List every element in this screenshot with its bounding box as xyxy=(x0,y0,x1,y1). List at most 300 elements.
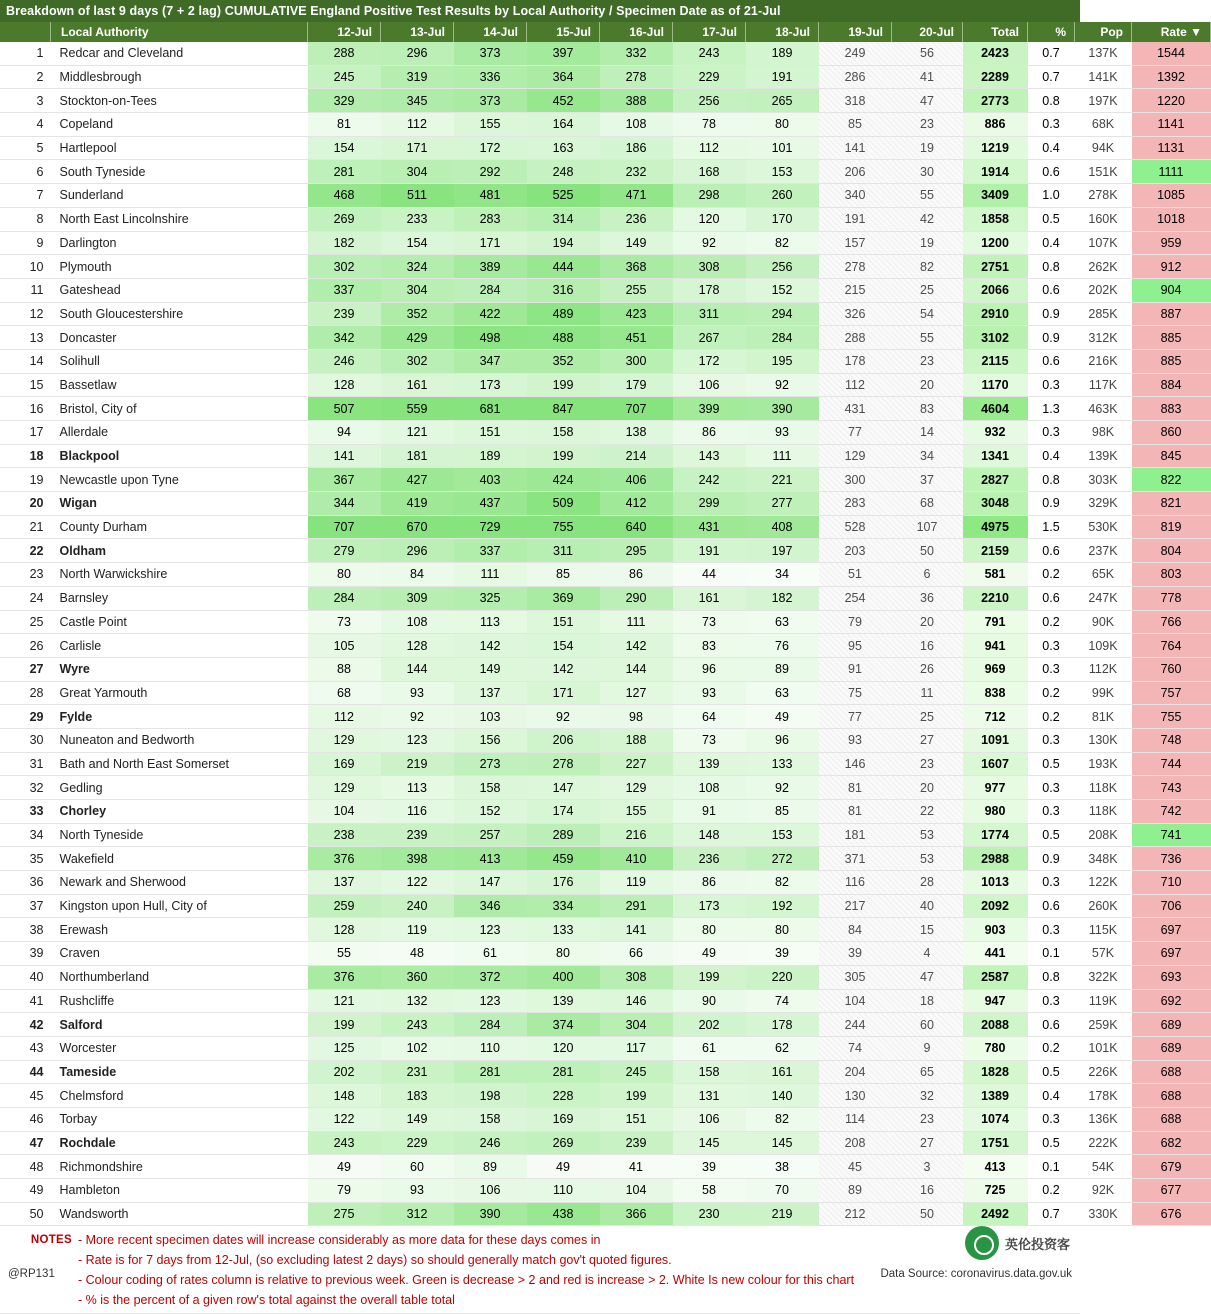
row-day-8: 22 xyxy=(892,800,963,824)
table-row[interactable] xyxy=(0,894,1211,918)
table-row[interactable] xyxy=(0,1131,1211,1155)
row-day-8: 23 xyxy=(892,349,963,373)
row-local-authority[interactable]: Wigan xyxy=(51,492,308,516)
col-day-3[interactable]: 15-Jul xyxy=(527,22,600,42)
row-day-0: 125 xyxy=(308,1036,381,1060)
row-rate: 679 xyxy=(1132,1155,1211,1179)
row-pop: 260K xyxy=(1075,894,1132,918)
row-local-authority[interactable]: South Tyneside xyxy=(51,160,308,184)
row-day-2: 257 xyxy=(454,823,527,847)
row-day-0: 79 xyxy=(308,1179,381,1203)
row-rank: 36 xyxy=(0,871,51,895)
col-pct[interactable]: % xyxy=(1028,22,1075,42)
table-row[interactable] xyxy=(0,563,1211,587)
row-local-authority[interactable]: Tameside xyxy=(51,1060,308,1084)
row-day-3: 459 xyxy=(527,847,600,871)
row-pop: 151K xyxy=(1075,160,1132,184)
row-rate: 710 xyxy=(1132,871,1211,895)
row-pct: 0.3 xyxy=(1028,421,1075,445)
table-row[interactable] xyxy=(0,255,1211,279)
row-day-3: 147 xyxy=(527,776,600,800)
row-day-7: 79 xyxy=(819,610,892,634)
row-day-2: 372 xyxy=(454,965,527,989)
row-day-4: 108 xyxy=(600,113,673,137)
table-row[interactable] xyxy=(0,847,1211,871)
row-local-authority[interactable]: Allerdale xyxy=(51,421,308,445)
row-local-authority[interactable]: Salford xyxy=(51,1013,308,1037)
row-rate: 688 xyxy=(1132,1060,1211,1084)
row-day-2: 403 xyxy=(454,468,527,492)
col-day-7[interactable]: 19-Jul xyxy=(819,22,892,42)
row-day-2: 325 xyxy=(454,586,527,610)
row-local-authority[interactable]: Gedling xyxy=(51,776,308,800)
row-day-7: 77 xyxy=(819,705,892,729)
row-local-authority[interactable]: Carlisle xyxy=(51,634,308,658)
row-total: 932 xyxy=(963,421,1028,445)
row-pop: 92K xyxy=(1075,1179,1132,1203)
row-local-authority[interactable]: Northumberland xyxy=(51,965,308,989)
row-local-authority[interactable]: County Durham xyxy=(51,515,308,539)
row-day-6: 265 xyxy=(746,89,819,113)
table-row[interactable] xyxy=(0,1060,1211,1084)
table-row[interactable] xyxy=(0,776,1211,800)
row-local-authority[interactable]: Bristol, City of xyxy=(51,397,308,421)
row-day-0: 129 xyxy=(308,776,381,800)
row-local-authority[interactable]: Richmondshire xyxy=(51,1155,308,1179)
row-rate: 1220 xyxy=(1132,89,1211,113)
watermark-logo-icon xyxy=(965,1226,999,1260)
row-day-5: 168 xyxy=(673,160,746,184)
row-local-authority[interactable]: Wyre xyxy=(51,657,308,681)
row-day-2: 198 xyxy=(454,1084,527,1108)
row-rate: 883 xyxy=(1132,397,1211,421)
row-rate: 689 xyxy=(1132,1036,1211,1060)
row-day-8: 107 xyxy=(892,515,963,539)
row-day-1: 312 xyxy=(381,1202,454,1226)
row-rate: 706 xyxy=(1132,894,1211,918)
row-rate: 742 xyxy=(1132,800,1211,824)
row-day-3: 164 xyxy=(527,113,600,137)
row-day-6: 161 xyxy=(746,1060,819,1084)
row-day-6: 220 xyxy=(746,965,819,989)
row-day-4: 227 xyxy=(600,752,673,776)
row-pct: 0.8 xyxy=(1028,89,1075,113)
row-total: 1170 xyxy=(963,373,1028,397)
row-day-3: 248 xyxy=(527,160,600,184)
row-day-1: 122 xyxy=(381,871,454,895)
row-day-5: 311 xyxy=(673,302,746,326)
row-local-authority[interactable]: Chelmsford xyxy=(51,1084,308,1108)
row-day-1: 296 xyxy=(381,42,454,65)
row-day-2: 413 xyxy=(454,847,527,871)
col-day-5[interactable]: 17-Jul xyxy=(673,22,746,42)
row-day-8: 55 xyxy=(892,184,963,208)
row-day-5: 90 xyxy=(673,989,746,1013)
row-rate: 904 xyxy=(1132,278,1211,302)
row-day-3: 151 xyxy=(527,610,600,634)
col-day-2[interactable]: 14-Jul xyxy=(454,22,527,42)
row-day-0: 329 xyxy=(308,89,381,113)
table-row[interactable] xyxy=(0,1084,1211,1108)
row-rate: 885 xyxy=(1132,349,1211,373)
row-local-authority[interactable]: Newcastle upon Tyne xyxy=(51,468,308,492)
row-total: 1828 xyxy=(963,1060,1028,1084)
row-day-4: 142 xyxy=(600,634,673,658)
row-day-1: 398 xyxy=(381,847,454,871)
row-day-2: 137 xyxy=(454,681,527,705)
row-local-authority[interactable]: Kingston upon Hull, City of xyxy=(51,894,308,918)
table-row[interactable] xyxy=(0,657,1211,681)
table-row[interactable] xyxy=(0,160,1211,184)
row-pop: 107K xyxy=(1075,231,1132,255)
row-rank: 4 xyxy=(0,113,51,137)
row-day-5: 49 xyxy=(673,942,746,966)
row-pop: 208K xyxy=(1075,823,1132,847)
table-row[interactable] xyxy=(0,207,1211,231)
row-day-8: 42 xyxy=(892,207,963,231)
row-pct: 0.2 xyxy=(1028,610,1075,634)
row-day-2: 373 xyxy=(454,42,527,65)
header-row xyxy=(0,22,1211,42)
table-row[interactable] xyxy=(0,42,1211,65)
row-pct: 0.5 xyxy=(1028,207,1075,231)
row-day-5: 106 xyxy=(673,373,746,397)
table-row[interactable] xyxy=(0,492,1211,516)
table-row[interactable] xyxy=(0,610,1211,634)
row-rank: 29 xyxy=(0,705,51,729)
row-pop: 68K xyxy=(1075,113,1132,137)
row-local-authority[interactable]: Sunderland xyxy=(51,184,308,208)
row-pop: 285K xyxy=(1075,302,1132,326)
row-day-5: 145 xyxy=(673,1131,746,1155)
table-row[interactable] xyxy=(0,278,1211,302)
row-pct: 0.2 xyxy=(1028,563,1075,587)
note-line-1: - More recent specimen dates will increase considerably as more data for these days comes in xyxy=(78,1233,601,1248)
row-day-8: 41 xyxy=(892,65,963,89)
row-rate: 887 xyxy=(1132,302,1211,326)
row-day-8: 47 xyxy=(892,965,963,989)
row-day-5: 78 xyxy=(673,113,746,137)
table-row[interactable] xyxy=(0,586,1211,610)
row-day-8: 19 xyxy=(892,136,963,160)
table-row[interactable] xyxy=(0,942,1211,966)
row-local-authority[interactable]: Blackpool xyxy=(51,444,308,468)
row-day-5: 112 xyxy=(673,136,746,160)
row-day-0: 202 xyxy=(308,1060,381,1084)
row-day-0: 137 xyxy=(308,871,381,895)
row-pop: 136K xyxy=(1075,1107,1132,1131)
row-day-1: 93 xyxy=(381,681,454,705)
row-rank: 30 xyxy=(0,728,51,752)
row-day-0: 73 xyxy=(308,610,381,634)
row-pct: 1.0 xyxy=(1028,184,1075,208)
table-row[interactable] xyxy=(0,539,1211,563)
row-rank: 39 xyxy=(0,942,51,966)
table-row[interactable] xyxy=(0,1036,1211,1060)
table-row[interactable] xyxy=(0,89,1211,113)
col-pop[interactable]: Pop xyxy=(1075,22,1132,42)
row-day-0: 281 xyxy=(308,160,381,184)
row-local-authority[interactable]: Plymouth xyxy=(51,255,308,279)
row-local-authority[interactable]: Craven xyxy=(51,942,308,966)
table-row[interactable] xyxy=(0,184,1211,208)
table-row[interactable] xyxy=(0,800,1211,824)
row-local-authority[interactable]: Stockton-on-Tees xyxy=(51,89,308,113)
row-day-8: 20 xyxy=(892,610,963,634)
table-row[interactable] xyxy=(0,65,1211,89)
row-day-7: 93 xyxy=(819,728,892,752)
row-pop: 160K xyxy=(1075,207,1132,231)
row-day-5: 44 xyxy=(673,563,746,587)
row-local-authority[interactable]: Newark and Sherwood xyxy=(51,871,308,895)
row-day-4: 155 xyxy=(600,800,673,824)
row-day-3: 424 xyxy=(527,468,600,492)
row-rate: 757 xyxy=(1132,681,1211,705)
table-row[interactable] xyxy=(0,397,1211,421)
table-row[interactable] xyxy=(0,349,1211,373)
table-row[interactable] xyxy=(0,1202,1211,1226)
row-pop: 463K xyxy=(1075,397,1132,421)
row-day-0: 376 xyxy=(308,847,381,871)
row-local-authority[interactable]: Rochdale xyxy=(51,1131,308,1155)
row-pct: 0.9 xyxy=(1028,326,1075,350)
row-day-5: 80 xyxy=(673,918,746,942)
row-day-1: 304 xyxy=(381,160,454,184)
row-day-4: 451 xyxy=(600,326,673,350)
row-day-6: 82 xyxy=(746,871,819,895)
row-pct: 0.2 xyxy=(1028,1179,1075,1203)
row-local-authority[interactable]: Castle Point xyxy=(51,610,308,634)
row-pop: 81K xyxy=(1075,705,1132,729)
row-rank: 45 xyxy=(0,1084,51,1108)
row-day-5: 73 xyxy=(673,610,746,634)
row-rate: 819 xyxy=(1132,515,1211,539)
row-rate: 804 xyxy=(1132,539,1211,563)
row-rate: 1018 xyxy=(1132,207,1211,231)
row-day-4: 119 xyxy=(600,871,673,895)
table-row[interactable] xyxy=(0,1155,1211,1179)
table-row[interactable] xyxy=(0,823,1211,847)
row-local-authority[interactable]: Great Yarmouth xyxy=(51,681,308,705)
row-day-0: 122 xyxy=(308,1107,381,1131)
watermark-text: 英伦投资客 xyxy=(1004,1236,1070,1252)
col-day-1[interactable]: 13-Jul xyxy=(381,22,454,42)
row-day-8: 23 xyxy=(892,752,963,776)
row-day-1: 219 xyxy=(381,752,454,776)
row-total: 1858 xyxy=(963,207,1028,231)
row-local-authority[interactable]: Nuneaton and Bedworth xyxy=(51,728,308,752)
table-row[interactable] xyxy=(0,1179,1211,1203)
table-row[interactable] xyxy=(0,728,1211,752)
row-rank: 20 xyxy=(0,492,51,516)
row-day-8: 16 xyxy=(892,1179,963,1203)
row-pop: 141K xyxy=(1075,65,1132,89)
col-day-8[interactable]: 20-Jul xyxy=(892,22,963,42)
row-day-5: 108 xyxy=(673,776,746,800)
row-day-3: 334 xyxy=(527,894,600,918)
col-local-authority[interactable]: Local Authority xyxy=(51,22,308,42)
row-local-authority[interactable]: Wandsworth xyxy=(51,1202,308,1226)
row-local-authority[interactable]: Redcar and Cleveland xyxy=(51,42,308,65)
row-day-1: 427 xyxy=(381,468,454,492)
row-rank: 18 xyxy=(0,444,51,468)
row-day-2: 151 xyxy=(454,421,527,445)
row-local-authority[interactable]: Darlington xyxy=(51,231,308,255)
row-day-0: 148 xyxy=(308,1084,381,1108)
table-row[interactable] xyxy=(0,468,1211,492)
row-day-3: 281 xyxy=(527,1060,600,1084)
row-pop: 118K xyxy=(1075,776,1132,800)
row-local-authority[interactable]: Doncaster xyxy=(51,326,308,350)
row-total: 413 xyxy=(963,1155,1028,1179)
row-rank: 23 xyxy=(0,563,51,587)
row-day-6: 195 xyxy=(746,349,819,373)
row-day-8: 68 xyxy=(892,492,963,516)
table-row[interactable] xyxy=(0,705,1211,729)
table-row[interactable] xyxy=(0,326,1211,350)
row-local-authority[interactable]: Barnsley xyxy=(51,586,308,610)
row-day-2: 336 xyxy=(454,65,527,89)
row-local-authority[interactable]: Gateshead xyxy=(51,278,308,302)
row-local-authority[interactable]: Hambleton xyxy=(51,1179,308,1203)
row-day-5: 161 xyxy=(673,586,746,610)
row-local-authority[interactable]: North Warwickshire xyxy=(51,563,308,587)
row-rate: 697 xyxy=(1132,942,1211,966)
row-local-authority[interactable]: Torbay xyxy=(51,1107,308,1131)
table-row[interactable] xyxy=(0,634,1211,658)
table-row[interactable] xyxy=(0,302,1211,326)
table-row[interactable] xyxy=(0,444,1211,468)
table-row[interactable] xyxy=(0,1013,1211,1037)
row-total: 1751 xyxy=(963,1131,1028,1155)
table-row[interactable] xyxy=(0,421,1211,445)
row-total: 1219 xyxy=(963,136,1028,160)
row-local-authority[interactable]: Bassetlaw xyxy=(51,373,308,397)
row-day-1: 240 xyxy=(381,894,454,918)
table-row[interactable] xyxy=(0,113,1211,137)
row-local-authority[interactable]: Erewash xyxy=(51,918,308,942)
row-day-7: 141 xyxy=(819,136,892,160)
row-day-2: 171 xyxy=(454,231,527,255)
row-day-8: 53 xyxy=(892,823,963,847)
row-day-1: 360 xyxy=(381,965,454,989)
row-total: 2492 xyxy=(963,1202,1028,1226)
col-rank[interactable] xyxy=(0,22,51,42)
row-local-authority[interactable]: Hartlepool xyxy=(51,136,308,160)
row-day-2: 481 xyxy=(454,184,527,208)
row-day-7: 371 xyxy=(819,847,892,871)
row-day-3: 171 xyxy=(527,681,600,705)
row-day-6: 82 xyxy=(746,231,819,255)
row-day-2: 283 xyxy=(454,207,527,231)
table-row[interactable] xyxy=(0,965,1211,989)
row-local-authority[interactable]: Fylde xyxy=(51,705,308,729)
row-total: 1200 xyxy=(963,231,1028,255)
row-day-8: 60 xyxy=(892,1013,963,1037)
row-local-authority[interactable]: Middlesbrough xyxy=(51,65,308,89)
col-rate[interactable]: Rate ▼ xyxy=(1132,22,1211,42)
col-total[interactable]: Total xyxy=(963,22,1028,42)
row-rank: 13 xyxy=(0,326,51,350)
row-local-authority[interactable]: Oldham xyxy=(51,539,308,563)
row-local-authority[interactable]: Solihull xyxy=(51,349,308,373)
row-local-authority[interactable]: Wakefield xyxy=(51,847,308,871)
table-row[interactable] xyxy=(0,989,1211,1013)
table-row[interactable] xyxy=(0,373,1211,397)
row-rate: 764 xyxy=(1132,634,1211,658)
row-pop: 98K xyxy=(1075,421,1132,445)
row-day-5: 173 xyxy=(673,894,746,918)
row-day-0: 246 xyxy=(308,349,381,373)
row-local-authority[interactable]: North Tyneside xyxy=(51,823,308,847)
row-day-6: 85 xyxy=(746,800,819,824)
row-day-8: 54 xyxy=(892,302,963,326)
page-title: Breakdown of last 9 days (7 + 2 lag) CUMULATIVE England Positive Test Results by Local Authority / Specimen Date as of 21-Jul xyxy=(0,0,1080,22)
table-row[interactable] xyxy=(0,918,1211,942)
col-day-4[interactable]: 16-Jul xyxy=(600,22,673,42)
row-day-4: 255 xyxy=(600,278,673,302)
row-day-0: 284 xyxy=(308,586,381,610)
table-row[interactable] xyxy=(0,752,1211,776)
row-day-6: 34 xyxy=(746,563,819,587)
row-day-4: 412 xyxy=(600,492,673,516)
row-pop: 348K xyxy=(1075,847,1132,871)
table-row[interactable] xyxy=(0,231,1211,255)
row-local-authority[interactable]: Worcester xyxy=(51,1036,308,1060)
row-day-4: 308 xyxy=(600,965,673,989)
col-day-0[interactable]: 12-Jul xyxy=(308,22,381,42)
row-day-7: 288 xyxy=(819,326,892,350)
row-local-authority[interactable]: South Gloucestershire xyxy=(51,302,308,326)
row-day-5: 256 xyxy=(673,89,746,113)
row-local-authority[interactable]: North East Lincolnshire xyxy=(51,207,308,231)
table-row[interactable] xyxy=(0,136,1211,160)
row-pct: 0.9 xyxy=(1028,302,1075,326)
table-row[interactable] xyxy=(0,515,1211,539)
row-day-3: 199 xyxy=(527,373,600,397)
row-day-0: 199 xyxy=(308,1013,381,1037)
table-row[interactable] xyxy=(0,1107,1211,1131)
row-rate: 744 xyxy=(1132,752,1211,776)
row-rate: 803 xyxy=(1132,563,1211,587)
row-pop: 109K xyxy=(1075,634,1132,658)
row-local-authority[interactable]: Bath and North East Somerset xyxy=(51,752,308,776)
row-rank: 26 xyxy=(0,634,51,658)
row-day-5: 86 xyxy=(673,871,746,895)
row-day-6: 182 xyxy=(746,586,819,610)
row-rate: 677 xyxy=(1132,1179,1211,1203)
row-day-6: 62 xyxy=(746,1036,819,1060)
col-day-6[interactable]: 18-Jul xyxy=(746,22,819,42)
row-day-6: 272 xyxy=(746,847,819,871)
row-day-4: 406 xyxy=(600,468,673,492)
row-local-authority[interactable]: Copeland xyxy=(51,113,308,137)
row-day-5: 299 xyxy=(673,492,746,516)
row-day-4: 179 xyxy=(600,373,673,397)
row-local-authority[interactable]: Chorley xyxy=(51,800,308,824)
row-total: 4975 xyxy=(963,515,1028,539)
row-day-1: 92 xyxy=(381,705,454,729)
row-day-0: 344 xyxy=(308,492,381,516)
table-row[interactable] xyxy=(0,681,1211,705)
row-pct: 0.3 xyxy=(1028,373,1075,397)
row-rate: 1141 xyxy=(1132,113,1211,137)
row-day-4: 111 xyxy=(600,610,673,634)
row-day-5: 242 xyxy=(673,468,746,492)
row-day-3: 154 xyxy=(527,634,600,658)
row-local-authority[interactable]: Rushcliffe xyxy=(51,989,308,1013)
table-row[interactable] xyxy=(0,871,1211,895)
